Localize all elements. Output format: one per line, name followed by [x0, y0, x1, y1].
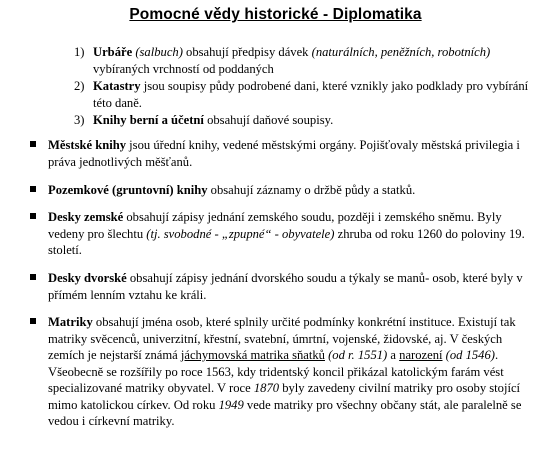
text-span: jsou soupisy půdy podrobené dani, které vznikly jako podklady pro vybírání této daně.	[93, 79, 529, 110]
term-bold: Pozemkové (gruntovní) knihy	[48, 183, 208, 197]
term-italic: (tj. svobodné - „zpupné“ - obyvatele)	[146, 226, 335, 241]
bullet-pozemkove-knihy	[30, 182, 535, 199]
bullet-desky-dvorske	[30, 270, 535, 303]
text-span: obsahují jména osob, které splnily určité podmínky konkrétní instituce. Existují tak matriky svěcenců, univerzitní, křestní, svatební, úmrtní, vojenské, židovské, aj. V českých zemích je nejstarší známá	[48, 315, 516, 362]
text-span: obsahují daňové soupisy.	[203, 113, 334, 127]
document-title: Pomocné vědy historické - Diplomatika	[129, 6, 422, 23]
text-span: . Všeobecně se rozšířily po roce 1563, kdy tridentský koncil přikázal katolickým farám vést specializované matriky obyvatel. V roce	[48, 348, 504, 395]
term-bold: Knihy berní a účetní	[93, 113, 204, 127]
item-number: 1)	[74, 45, 85, 59]
item-text	[93, 44, 544, 77]
term-bold: Matriky	[48, 315, 93, 329]
numbered-item-urbare	[74, 44, 544, 77]
text-span: zhruba od roku 1260 do poloviny 19. století.	[48, 226, 525, 257]
bullet-text	[48, 270, 535, 303]
text-span: vybíraných vrchností od poddaných	[93, 61, 274, 76]
text-span: a	[387, 348, 400, 362]
text-span: obsahují záznamy o držbě půdy a statků.	[207, 183, 416, 197]
term-italic: (od 1546)	[442, 348, 495, 362]
text-span: obsahují předpisy dávek	[182, 45, 312, 59]
item-text	[93, 112, 544, 129]
numbered-list	[74, 44, 544, 130]
term-bold: Desky zemské	[48, 210, 124, 224]
text-span: obsahují zápisy jednání zemského soudu, později i zemského sněmu. Byly vedeny pro šlechtu	[48, 210, 502, 241]
item-number: 2)	[74, 79, 85, 93]
square-bullet-icon	[30, 213, 36, 219]
item-text	[93, 78, 544, 111]
numbered-item-katastry	[74, 78, 544, 111]
bullet-text	[48, 182, 535, 199]
text-span: jsou úřední knihy, vedené městskými orgány. Pojišťovaly městská privilegia i práva jednotlivých měšťanů.	[48, 138, 520, 169]
term-bold: Městské knihy	[48, 138, 127, 152]
bullet-desky-zemske	[30, 209, 535, 259]
bullet-text	[48, 209, 535, 259]
term-italic: (salbuch)	[135, 45, 183, 59]
bullet-text	[48, 137, 535, 170]
item-number: 3)	[74, 113, 85, 127]
text-span: vede matriky pro všechny občany stát, ale paralelně se vedou i církevní matriky.	[48, 397, 522, 428]
bullet-text	[48, 314, 535, 430]
bullet-matriky	[30, 314, 535, 430]
term-italic: (od r. 1551)	[324, 348, 388, 362]
text-span: obsahují zápisy jednání dvorského soudu a týkaly se manů- osob, které byly v přímém lenním vztahu ke králi.	[48, 271, 523, 302]
square-bullet-icon	[30, 186, 36, 192]
underlined-term: jáchymovská matrika sňatků	[180, 348, 325, 362]
term-bold: Urbáře	[93, 45, 133, 59]
text-span: byly zavedeny civilní matriky pro osoby stojící mimo katolickou církev. Od roku	[48, 381, 521, 412]
underlined-term: narození	[399, 348, 443, 362]
year-italic: 1870	[253, 381, 280, 395]
year-italic: 1949	[218, 397, 244, 412]
square-bullet-icon	[30, 274, 36, 280]
bullet-mestske-knihy	[30, 137, 535, 170]
numbered-item-knihy-berni	[74, 112, 544, 129]
square-bullet-icon	[30, 141, 36, 147]
term-bold: Katastry	[93, 79, 141, 93]
square-bullet-icon	[30, 318, 36, 324]
term-italic: (naturálních, peněžních, robotních)	[311, 45, 491, 59]
term-bold: Desky dvorské	[48, 271, 127, 285]
